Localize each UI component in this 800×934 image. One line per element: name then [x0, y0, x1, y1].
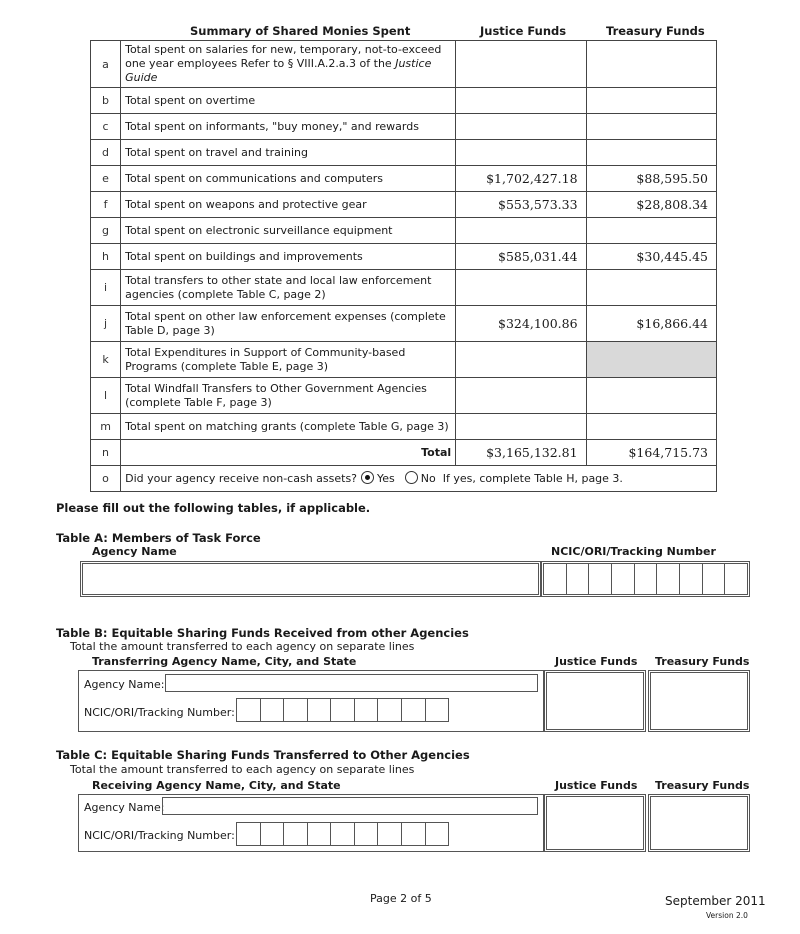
noncash-cell	[121, 466, 717, 492]
footer-date: September 2011	[665, 894, 766, 908]
treasury-funds-cell[interactable]	[586, 378, 716, 414]
fill-note: Please fill out the following tables, if applicable.	[56, 501, 371, 515]
summary-row-e	[91, 166, 717, 192]
summary-row-g	[91, 218, 717, 244]
summary-row-k	[91, 342, 717, 378]
total-label-cell	[121, 440, 456, 466]
noncash-instruction: If yes, complete Table H, page 3.	[442, 472, 623, 485]
row-description: Total spent on matching grants (complete Table G, page 3)	[121, 414, 456, 440]
summary-row-j	[91, 306, 717, 342]
treasury-funds-cell[interactable]	[586, 414, 716, 440]
justice-funds-cell[interactable]: $1,702,427.18	[456, 166, 586, 192]
table-c-ncic-input[interactable]	[236, 822, 449, 846]
justice-funds-header: Justice Funds	[480, 24, 567, 38]
row-description: Total Expenditures in Support of Community-based Programs (complete Table E, page 3)	[121, 342, 456, 378]
summary-row-m	[91, 414, 717, 440]
row-letter: a	[91, 41, 121, 88]
row-description: Total spent on communications and computers	[121, 166, 456, 192]
page-number: Page 2 of 5	[370, 892, 432, 905]
justice-funds-cell[interactable]: $324,100.86	[456, 306, 586, 342]
table-b-treasury-header: Treasury Funds	[655, 655, 750, 668]
treasury-funds-cell[interactable]: $28,808.34	[586, 192, 716, 218]
summary-row-h	[91, 244, 717, 270]
treasury-funds-cell	[586, 342, 716, 378]
treasury-funds-cell[interactable]	[586, 88, 716, 114]
treasury-funds-cell[interactable]: $88,595.50	[586, 166, 716, 192]
table-b-agency-name-input[interactable]	[165, 674, 538, 692]
row-letter: f	[91, 192, 121, 218]
row-letter: o	[91, 466, 121, 492]
treasury-funds-cell[interactable]: $30,445.45	[586, 244, 716, 270]
table-c-ncic-label: NCIC/ORI/Tracking Number:	[84, 829, 235, 842]
table-c-agency-label: Agency Name:	[84, 801, 165, 814]
row-description: Total transfers to other state and local law enforcement agencies (complete Table C, page 2)	[121, 270, 456, 306]
justice-funds-cell[interactable]	[456, 88, 586, 114]
row-description: Total Windfall Transfers to Other Government Agencies (complete Table F, page 3)	[121, 378, 456, 414]
justice-funds-cell[interactable]: $553,573.33	[456, 192, 586, 218]
table-b-ncic-input[interactable]	[236, 698, 449, 722]
row-letter: i	[91, 270, 121, 306]
row-letter: j	[91, 306, 121, 342]
summary-row-a	[91, 41, 717, 88]
row-description: Total spent on electronic surveillance equipment	[121, 218, 456, 244]
table-a-agency-name-input[interactable]	[80, 561, 541, 597]
table-c-justice-header: Justice Funds	[555, 779, 638, 792]
justice-funds-cell[interactable]	[456, 270, 586, 306]
row-description: Total spent on overtime	[121, 88, 456, 114]
row-letter: d	[91, 140, 121, 166]
row-letter: l	[91, 378, 121, 414]
row-letter: e	[91, 166, 121, 192]
row-description: Total spent on weapons and protective gear	[121, 192, 456, 218]
summary-row-d	[91, 140, 717, 166]
table-c-justice-input[interactable]	[544, 794, 646, 852]
treasury-funds-cell[interactable]	[586, 41, 716, 88]
summary-table	[90, 40, 717, 492]
table-b-subtitle: Total the amount transferred to each agency on separate lines	[70, 640, 415, 653]
row-description: Total spent on buildings and improvements	[121, 244, 456, 270]
row-letter: h	[91, 244, 121, 270]
row-letter: g	[91, 218, 121, 244]
justice-funds-cell[interactable]	[456, 140, 586, 166]
justice-funds-cell[interactable]	[456, 378, 586, 414]
summary-row-b	[91, 88, 717, 114]
treasury-funds-header: Treasury Funds	[606, 24, 705, 38]
summary-row-i	[91, 270, 717, 306]
treasury-funds-cell[interactable]	[586, 114, 716, 140]
justice-funds-cell[interactable]	[456, 414, 586, 440]
total-label: Total	[421, 445, 452, 459]
justice-funds-cell[interactable]: $585,031.44	[456, 244, 586, 270]
table-b-justice-header: Justice Funds	[555, 655, 638, 668]
noncash-question: Did your agency receive non-cash assets?	[125, 472, 358, 485]
row-letter: c	[91, 114, 121, 140]
table-a-ncic-input[interactable]	[541, 561, 750, 597]
treasury-funds-cell[interactable]: $16,866.44	[586, 306, 716, 342]
justice-funds-cell[interactable]	[456, 41, 586, 88]
justice-funds-cell[interactable]	[456, 342, 586, 378]
justice-funds-cell[interactable]	[456, 114, 586, 140]
row-description	[121, 41, 456, 88]
row-letter: m	[91, 414, 121, 440]
summary-row-c	[91, 114, 717, 140]
treasury-funds-cell[interactable]	[586, 270, 716, 306]
summary-header: Summary of Shared Monies Spent	[190, 24, 411, 38]
row-description-text: Total spent on salaries for new, temporary, not-to-exceed one year employees Refer to § VIII.A.2.a.3 of the	[125, 43, 442, 70]
table-b-justice-input[interactable]	[544, 670, 646, 732]
summary-row-l	[91, 378, 717, 414]
row-description: Total spent on informants, "buy money," and rewards	[121, 114, 456, 140]
treasury-total: $164,715.73	[586, 440, 716, 466]
row-letter: n	[91, 440, 121, 466]
footer-version: Version 2.0	[706, 911, 748, 920]
table-c-subtitle: Total the amount transferred to each agency on separate lines	[70, 763, 415, 776]
summary-row-noncash	[91, 466, 717, 492]
no-label: No	[420, 472, 436, 485]
treasury-funds-cell[interactable]	[586, 218, 716, 244]
table-b-treasury-input[interactable]	[648, 670, 750, 732]
justice-funds-cell[interactable]	[456, 218, 586, 244]
table-a-title: Table A: Members of Task Force	[56, 531, 261, 545]
justice-total: $3,165,132.81	[456, 440, 586, 466]
table-c-treasury-header: Treasury Funds	[655, 779, 750, 792]
yes-radio[interactable]	[361, 471, 374, 484]
table-c-treasury-input[interactable]	[648, 794, 750, 852]
table-c-agency-name-input[interactable]	[162, 797, 538, 815]
table-c-title: Table C: Equitable Sharing Funds Transferred to Other Agencies	[56, 748, 470, 762]
row-description: Total spent on travel and training	[121, 140, 456, 166]
row-description: Total spent on other law enforcement expenses (complete Table D, page 3)	[121, 306, 456, 342]
summary-row-f	[91, 192, 717, 218]
row-letter: b	[91, 88, 121, 114]
table-b-agency-header: Transferring Agency Name, City, and State	[92, 655, 357, 668]
summary-row-total	[91, 440, 717, 466]
table-c-agency-header: Receiving Agency Name, City, and State	[92, 779, 341, 792]
row-letter: k	[91, 342, 121, 378]
table-a-ncic-header: NCIC/ORI/Tracking Number	[551, 545, 716, 558]
justice-guide-reference: Justice Guide	[125, 57, 432, 84]
table-b-ncic-label: NCIC/ORI/Tracking Number:	[84, 706, 235, 719]
table-a-agency-header: Agency Name	[92, 545, 177, 558]
yes-label: Yes	[377, 472, 395, 485]
no-radio[interactable]	[405, 471, 418, 484]
treasury-funds-cell[interactable]	[586, 140, 716, 166]
table-b-agency-label: Agency Name:	[84, 678, 165, 691]
table-b-title: Table B: Equitable Sharing Funds Received from other Agencies	[56, 626, 469, 640]
